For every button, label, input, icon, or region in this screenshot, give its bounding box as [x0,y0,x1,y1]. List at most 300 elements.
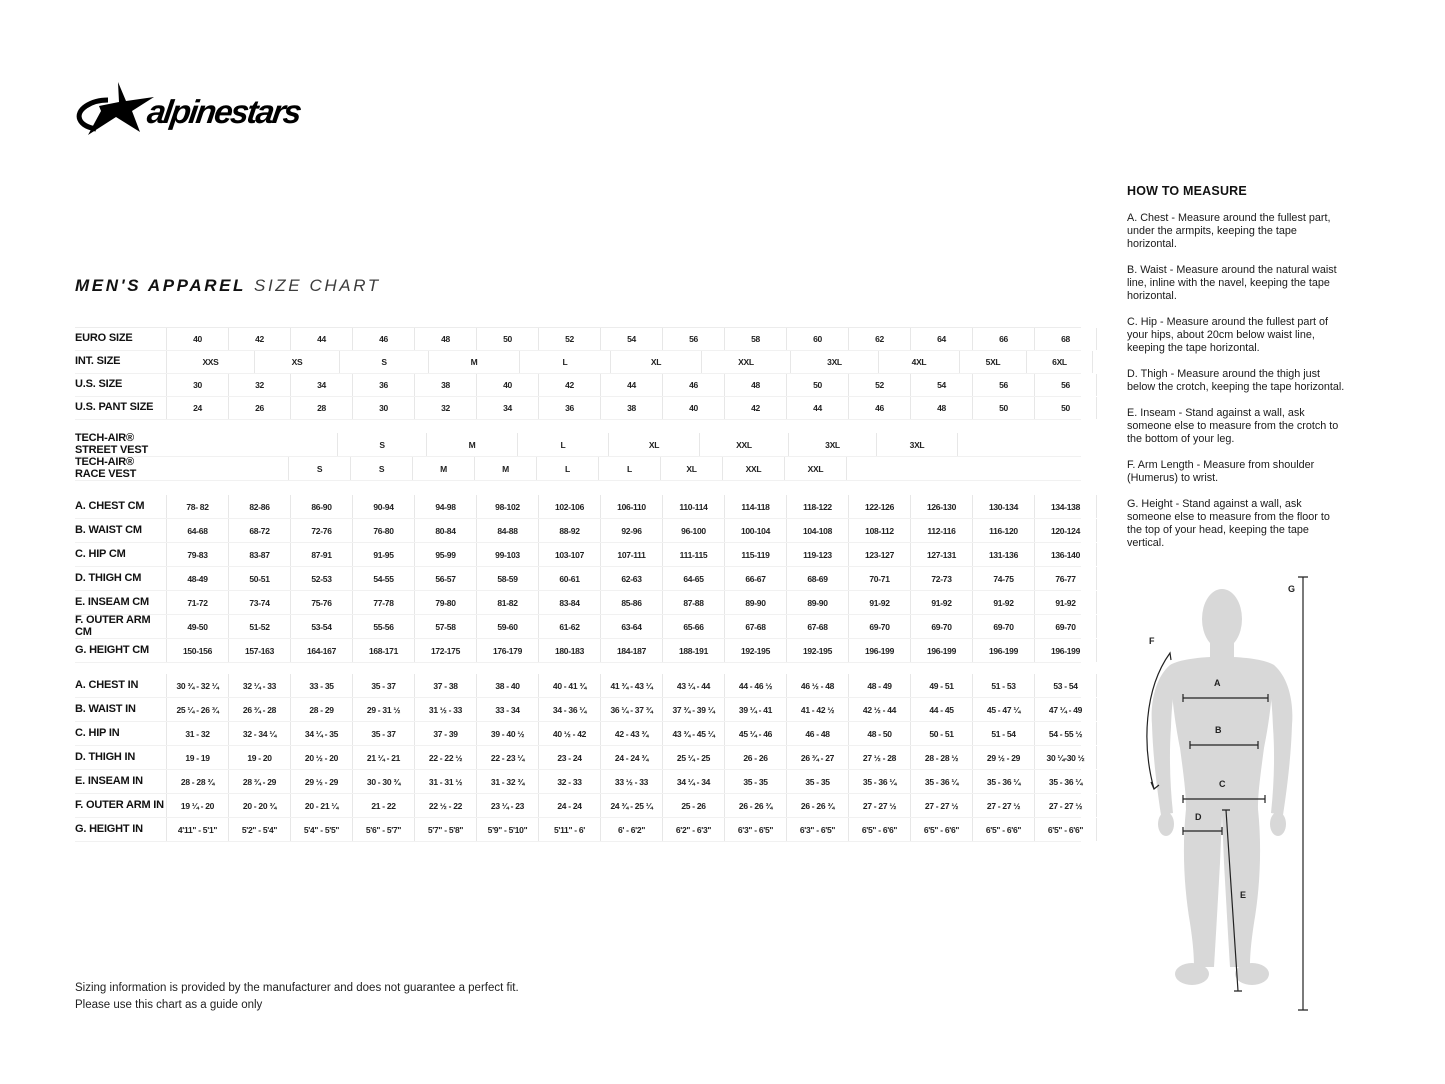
size-cell: 35 - 36 ¼ [910,770,972,793]
size-cell: 26 ¾ - 28 [228,698,290,721]
size-cell: 26 - 26 ¾ [786,794,848,817]
size-cell: XXL [722,457,784,480]
measure-instruction-arm: F. Arm Length - Measure from shoulder (Humerus) to wrist. [1127,459,1315,484]
table-row [75,639,1081,663]
size-cell: 48 [910,397,972,419]
row-label: G. HEIGHT CM [75,643,149,656]
size-cell: 42 [228,328,290,350]
size-cell: 28 - 28 ¾ [166,770,228,793]
size-cell: 48 [414,328,476,350]
figure-label-arm: F [1149,636,1155,646]
measure-instruction-hip: C. Hip - Measure around the fullest part of your hips, about 20cm below waist line, keeping the tape horizontal. [1127,316,1329,354]
size-cell: 28 - 28 ½ [910,746,972,769]
size-cell: 68-72 [228,519,290,542]
size-cell: 120-124 [1034,519,1097,542]
size-cell: S [339,351,428,373]
measure-instruction-inseam: E. Inseam - Stand against a wall, ask someone else to measure from the crotch to the bottom of your leg. [1127,407,1339,445]
size-cell: 40 [166,328,228,350]
table-row [75,722,1081,746]
size-cell: 5XL [959,351,1026,373]
page-title-main: MEN'S APPAREL [75,276,247,295]
size-cell: 60-61 [538,567,600,590]
size-cell: 196-199 [972,639,1034,662]
table-row [75,794,1081,818]
size-cell: XL [610,351,701,373]
table-row [75,495,1081,519]
alpinestars-logo [74,80,334,140]
size-cell: 31 ½ - 33 [414,698,476,721]
size-cell: 94-98 [414,495,476,518]
size-cell: 134-138 [1034,495,1097,518]
size-cell: 130-134 [972,495,1034,518]
size-table-in-group [75,674,1085,842]
row-label: C. HIP CM [75,547,126,560]
page-title [75,276,381,296]
row-label: B. WAIST CM [75,523,142,536]
size-cell: 57-58 [414,615,476,638]
size-cell: 65-66 [662,615,724,638]
size-cell: 123-127 [848,543,910,566]
size-cell: 74-75 [972,567,1034,590]
size-cell: 78- 82 [166,495,228,518]
size-cell: 37 ¾ - 39 ¼ [662,698,724,721]
figure-label-hip: C [1219,779,1226,789]
size-cell: 168-171 [352,639,414,662]
size-cell: 51-52 [228,615,290,638]
size-cell: XS [254,351,339,373]
size-cell: 22 ½ - 22 [414,794,476,817]
table-row [75,615,1081,639]
size-cell: 49-50 [166,615,228,638]
size-cell: 3XL [790,351,878,373]
size-cell: 38 [600,397,662,419]
size-cell: 50 [476,328,538,350]
size-cell: 27 - 27 ½ [848,794,910,817]
size-cell: 40 - 41 ¾ [538,674,600,697]
size-cell: 21 - 22 [352,794,414,817]
size-cell: XXL [784,457,847,480]
size-cell: 34 [290,374,352,396]
size-cell: 6'2" - 6'3" [662,818,724,841]
size-cell: 45 ¼ - 46 [724,722,786,745]
size-cell: 22 - 23 ¼ [476,746,538,769]
size-cell: 34 ¼ - 35 [290,722,352,745]
size-cell: 196-199 [910,639,972,662]
size-cell: M [426,433,517,456]
size-cell: 20 - 20 ¾ [228,794,290,817]
size-cell: 67-68 [786,615,848,638]
size-cell: 91-92 [910,591,972,614]
size-cell: 31 - 31 ½ [414,770,476,793]
empty-cell [166,433,337,456]
size-cell: 50 [972,397,1034,419]
empty-cell [166,457,288,480]
size-cell: 49 - 51 [910,674,972,697]
size-cell: 66-67 [724,567,786,590]
size-cell: L [517,433,608,456]
size-cell: 48 - 50 [848,722,910,745]
size-cell: M [412,457,474,480]
size-cell: 24 - 24 [538,794,600,817]
size-cell: 5'9" - 5'10" [476,818,538,841]
size-cell: 84-88 [476,519,538,542]
size-cell: 127-131 [910,543,972,566]
size-cell: 32 [228,374,290,396]
size-cell: 52 [848,374,910,396]
size-cell: 6'5" - 6'6" [910,818,972,841]
size-cell: 172-175 [414,639,476,662]
size-cell: 27 ½ - 28 [848,746,910,769]
size-cell: 39 - 40 ½ [476,722,538,745]
measurement-figure [1140,563,1330,1028]
size-cell: 34 [476,397,538,419]
size-cell: 69-70 [848,615,910,638]
size-cell: 106-110 [600,495,662,518]
size-cell: 83-87 [228,543,290,566]
how-to-measure-panel [1127,184,1345,563]
height-line [1298,577,1308,1010]
figure-label-inseam: E [1240,890,1247,900]
footer-line-1: Sizing information is provided by the manufacturer and does not guarantee a perfect fit. [75,982,519,994]
size-cell: 79-83 [166,543,228,566]
size-cell: 37 - 38 [414,674,476,697]
size-cell: 54 [910,374,972,396]
size-cell: 33 - 35 [290,674,352,697]
size-cell: 41 - 42 ½ [786,698,848,721]
size-cell: 29 - 31 ½ [352,698,414,721]
size-cell: 23 ¼ - 23 [476,794,538,817]
size-cell: 36 [352,374,414,396]
size-cell: 28 ¾ - 29 [228,770,290,793]
size-cell: 52 [538,328,600,350]
size-cell: 45 - 47 ¼ [972,698,1034,721]
size-cell: 102-106 [538,495,600,518]
size-cell: 31 - 32 [166,722,228,745]
row-label: D. THIGH IN [75,750,136,763]
size-cell: 50 [786,374,848,396]
row-label: E. INSEAM CM [75,595,149,608]
size-cell: 91-95 [352,543,414,566]
measure-instruction-chest: A. Chest - Measure around the fullest part, under the armpits, keeping the tape horizontal. [1127,212,1331,250]
size-cell: 35 - 36 ¼ [972,770,1034,793]
size-cell: 46 ½ - 48 [786,674,848,697]
size-cell: 64 [910,328,972,350]
size-cell: 108-112 [848,519,910,542]
size-table-cm-group [75,495,1081,663]
size-cell: 6XL [1026,351,1093,373]
size-cell: 136-140 [1034,543,1097,566]
size-cell: 42 ½ - 44 [848,698,910,721]
size-cell: 48 [724,374,786,396]
size-cell: 157-163 [228,639,290,662]
figure-label-chest: A [1214,678,1221,688]
size-cell: L [536,457,598,480]
size-cell: 6'3" - 6'5" [786,818,848,841]
table-row [75,397,1081,420]
size-cell: XL [608,433,699,456]
size-cell: 68-69 [786,567,848,590]
size-cell: 6'5" - 6'6" [1034,818,1097,841]
size-cell: 91-92 [848,591,910,614]
size-cell: 96-100 [662,519,724,542]
size-cell: 50 [1034,397,1097,419]
size-cell: 72-76 [290,519,352,542]
size-cell: 42 [538,374,600,396]
table-row [75,567,1081,591]
row-label: F. OUTER ARM IN [75,798,164,811]
size-cell: 44 [600,374,662,396]
size-cell: 43 ¾ - 45 ¼ [662,722,724,745]
size-cell: 51 - 53 [972,674,1034,697]
table-row [75,746,1085,770]
size-cell: 58 [724,328,786,350]
size-cell: 89-90 [786,591,848,614]
size-cell: 50 - 51 [910,722,972,745]
row-label: EURO SIZE [75,332,133,345]
size-cell: 37 - 39 [414,722,476,745]
size-cell: 54-55 [352,567,414,590]
size-cell: 35 - 36 ¼ [1034,770,1097,793]
size-cell: 34 ¼ - 34 [662,770,724,793]
size-cell: 83-84 [538,591,600,614]
size-cell: 30 - 30 ¾ [352,770,414,793]
size-cell: 26 - 26 [724,746,786,769]
size-cell: 27 - 27 ½ [972,794,1034,817]
size-cell: 81-82 [476,591,538,614]
table-row [75,351,1081,374]
size-cell: 32 ¼ - 33 [228,674,290,697]
size-cell: 35 - 35 [724,770,786,793]
size-cell: 47 ¼ - 49 [1034,698,1097,721]
size-cell: 21 ¼ - 21 [352,746,414,769]
size-cell: 40 [662,397,724,419]
size-cell: 44 [786,397,848,419]
size-cell: 5'4" - 5'5" [290,818,352,841]
size-cell: XXL [701,351,790,373]
size-cell: 27 - 27 ½ [1034,794,1097,817]
row-label: A. CHEST CM [75,499,145,512]
size-cell: 31 - 32 ¾ [476,770,538,793]
measure-instruction-thigh: D. Thigh - Measure around the thigh just below the crotch, keeping the tape horizontal. [1127,368,1345,393]
size-cell: 91-92 [1034,591,1097,614]
size-cell: 87-91 [290,543,352,566]
size-cell: 79-80 [414,591,476,614]
size-cell: 192-195 [724,639,786,662]
size-cell: 73-74 [228,591,290,614]
size-cell: 38 - 40 [476,674,538,697]
size-cell: 98-102 [476,495,538,518]
size-cell: 6'3" - 6'5" [724,818,786,841]
size-cell: 126-130 [910,495,972,518]
size-cell: 71-72 [166,591,228,614]
size-cell: 46 - 48 [786,722,848,745]
row-label: TECH-AIR® RACE VEST [75,456,137,480]
size-cell: 29 ½ - 29 [290,770,352,793]
size-cell: 40 [476,374,538,396]
size-cell: 23 - 24 [538,746,600,769]
size-cell: 56 [972,374,1034,396]
row-label: U.S. SIZE [75,378,123,391]
table-row [75,519,1081,543]
size-cell: 20 - 21 ¼ [290,794,352,817]
size-cell: XL [660,457,722,480]
size-cell: 19 - 20 [228,746,290,769]
table-row [75,770,1081,794]
size-cell: 150-156 [166,639,228,662]
size-cell: 92-96 [600,519,662,542]
size-cell: 67-68 [724,615,786,638]
size-cell: 99-103 [476,543,538,566]
size-cell: 38 [414,374,476,396]
size-cell: 24 [166,397,228,419]
size-cell: 19 ¼ - 20 [166,794,228,817]
logo-text: alpinestars [144,94,303,131]
size-cell: 44 - 46 ½ [724,674,786,697]
row-label: G. HEIGHT IN [75,822,143,835]
size-cell: 19 - 19 [166,746,228,769]
size-cell: 6' - 6'2" [600,818,662,841]
size-cell: 76-77 [1034,567,1097,590]
size-cell: 62-63 [600,567,662,590]
size-cell: 30 [166,374,228,396]
size-cell: 6'5" - 6'6" [972,818,1034,841]
size-cell: S [350,457,412,480]
size-cell: 42 [724,397,786,419]
table-row [75,698,1081,722]
size-cell: 44 [290,328,352,350]
size-cell: 56 [1034,374,1097,396]
row-label: TECH-AIR® STREET VEST [75,432,148,456]
size-cell: 55-56 [352,615,414,638]
row-label: INT. SIZE [75,355,121,368]
row-label: U.S. PANT SIZE [75,401,154,414]
size-cell: 60 [786,328,848,350]
size-cell: 64-65 [662,567,724,590]
figure-label-waist: B [1215,725,1222,735]
size-cell: 180-183 [538,639,600,662]
size-cell: 107-111 [600,543,662,566]
table-row [75,433,1081,457]
size-cell: 30 ¾ - 32 ¼ [166,674,228,697]
size-cell: 26 [228,397,290,419]
row-label: B. WAIST IN [75,702,136,715]
size-cell: 54 - 55 ½ [1034,722,1097,745]
size-cell: 28 - 29 [290,698,352,721]
size-cell: 50-51 [228,567,290,590]
size-cell: 59-60 [476,615,538,638]
size-cell: 111-115 [662,543,724,566]
size-cell: 66 [972,328,1034,350]
size-cell: 6'5" - 6'6" [848,818,910,841]
size-cell: 28 [290,397,352,419]
size-cell: 40 ½ - 42 [538,722,600,745]
size-cell: 90-94 [352,495,414,518]
size-cell: 56-57 [414,567,476,590]
size-cell: 35 - 35 [786,770,848,793]
size-cell: 30 [352,397,414,419]
size-cell: 184-187 [600,639,662,662]
size-cell: 4'11" - 5'1" [166,818,228,841]
size-cell: 44 - 45 [910,698,972,721]
size-cell: 3XL [788,433,876,456]
size-cell: 26 - 26 ¾ [724,794,786,817]
size-cell: 122-126 [848,495,910,518]
size-cell: 62 [848,328,910,350]
size-cell: 43 ¼ - 44 [662,674,724,697]
size-cell: 72-73 [910,567,972,590]
table-row [75,674,1081,698]
size-cell: 95-99 [414,543,476,566]
size-cell: 80-84 [414,519,476,542]
size-table-techair-group [75,433,1081,481]
size-cell: 32 - 34 ¼ [228,722,290,745]
size-cell: 36 ¼ - 37 ¾ [600,698,662,721]
size-cell: 87-88 [662,591,724,614]
size-cell: 89-90 [724,591,786,614]
size-cell: 25 - 26 [662,794,724,817]
size-cell: 22 - 22 ½ [414,746,476,769]
size-cell: 131-136 [972,543,1034,566]
table-row [75,543,1081,567]
size-cell: 53-54 [290,615,352,638]
size-cell: 35 - 36 ¼ [848,770,910,793]
measure-instruction-waist: B. Waist - Measure around the natural waist line, inline with the navel, keeping the tape horizontal. [1127,264,1337,302]
size-cell: 56 [662,328,724,350]
size-cell: 5'7" - 5'8" [414,818,476,841]
alpinestars-star-icon [88,82,154,135]
size-cell: 30 ¼-30 ½ [1034,746,1097,769]
size-cell: 68 [1034,328,1097,350]
size-cell: 85-86 [600,591,662,614]
row-label: A. CHEST IN [75,678,139,691]
table-row [75,818,1084,842]
row-label: F. OUTER ARM CM [75,614,151,638]
size-cell: 24 - 24 ¾ [600,746,662,769]
body-silhouette-diagram [1140,563,1330,1028]
size-cell: 32 [414,397,476,419]
size-cell: 46 [848,397,910,419]
size-cell: 192-195 [786,639,848,662]
size-cell: 82-86 [228,495,290,518]
size-cell: 20 ½ - 20 [290,746,352,769]
size-cell: 33 - 34 [476,698,538,721]
size-cell: 176-179 [476,639,538,662]
size-cell: 25 ¼ - 25 [662,746,724,769]
size-cell: 91-92 [972,591,1034,614]
size-cell: 3XL [876,433,958,456]
size-cell: L [519,351,610,373]
size-cell: 5'11" - 6' [538,818,600,841]
table-row [75,591,1081,615]
size-cell: 112-116 [910,519,972,542]
row-label: E. INSEAM IN [75,774,143,787]
size-cell: 58-59 [476,567,538,590]
size-cell: M [474,457,536,480]
size-cell: 53 - 54 [1034,674,1097,697]
size-cell: 118-122 [786,495,848,518]
size-cell: XXS [166,351,254,373]
size-cell: 103-107 [538,543,600,566]
size-cell: 32 - 33 [538,770,600,793]
how-to-measure-heading: HOW TO MEASURE [1127,184,1247,198]
size-cell: 35 - 37 [352,674,414,697]
footer-line-2: Please use this chart as a guide only [75,999,263,1011]
size-cell: 42 - 43 ¾ [600,722,662,745]
size-cell: 35 - 37 [352,722,414,745]
size-cell: 119-123 [786,543,848,566]
size-cell: 69-70 [1034,615,1097,638]
size-cell: 26 ¾ - 27 [786,746,848,769]
